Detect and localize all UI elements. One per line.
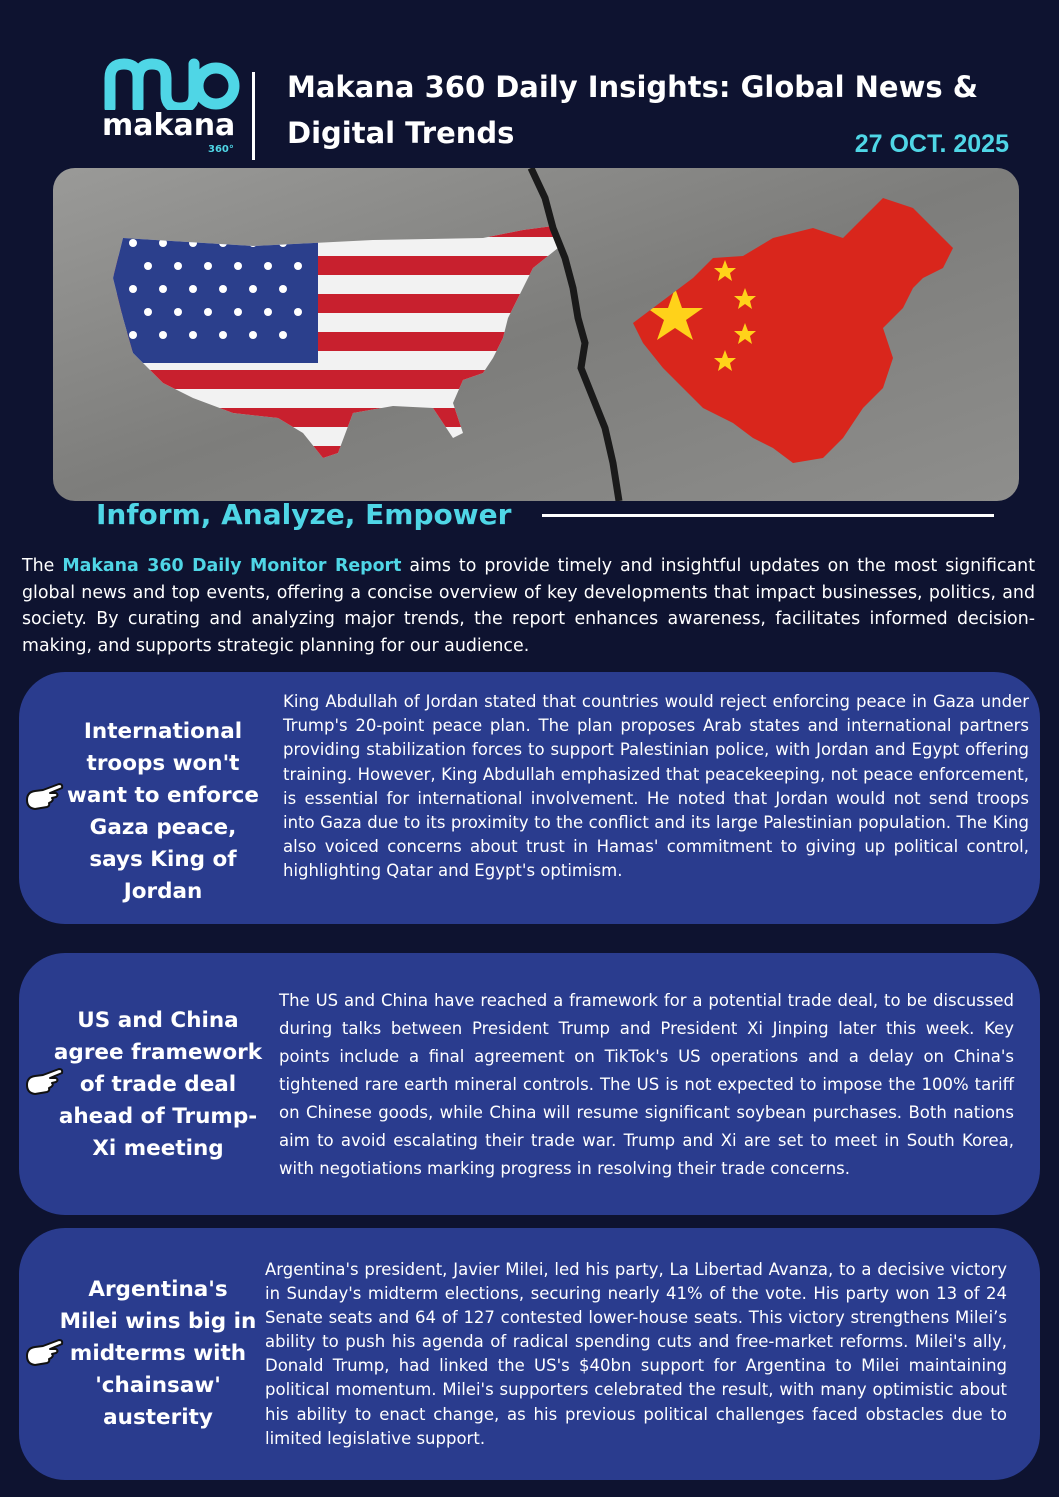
hero-illustration <box>53 168 1019 501</box>
page-title: Makana 360 Daily Insights: Global News & Digital Trends <box>287 70 979 150</box>
card-headline: International troops won't want to enforce Gaza peace, says King of Jordan <box>67 719 259 904</box>
hero-image-us-china <box>53 168 1019 501</box>
intro-paragraph <box>22 553 1035 659</box>
makana-logo <box>100 58 245 162</box>
header-divider <box>252 72 255 160</box>
news-card-jordan <box>19 672 1040 924</box>
pointing-hand-icon <box>23 780 65 814</box>
intro-rest: aims to provide timely and insightful updates on the most significant global news and top events, offering a concise overview of key developments that impact businesses, politics, and society. By curating and analyzing major trends, the report enhances awareness, facilitates informed decision-making, and supports strategic planning for our audience. <box>22 556 1036 656</box>
logo-360: 360° <box>208 144 234 155</box>
tagline-divider <box>542 514 994 517</box>
card-headline: US and China agree framework of trade deal ahead of Trump-Xi meeting <box>53 1008 263 1161</box>
report-date: 27 OCT. 2025 <box>854 130 1009 158</box>
news-card-us-china <box>19 953 1040 1215</box>
card-body: King Abdullah of Jordan stated that countries would reject enforcing peace in Gaza under Trump's 20-point peace plan. The plan proposes Arab states and international partners providing stabilization forces to support Palestinian police, with Jordan and Egypt offering training. However, King Abdullah emphasized that peacekeeping, not peace enforcement, is essential for international involvement. He noted that Jordan would not send troops into Gaza due to its proximity to the conflict and its large Palestinian population. The King also voiced concerns about trust in Hamas' commitment to giving up political control, highlighting Qatar and Egypt's optimism. <box>283 692 1029 881</box>
card-body: The US and China have reached a framework for a potential trade deal, to be discussed during talks between President Trump and President Xi Jinping later this week. Key points include a final agreement on TikTok's US operations and a delay on China's tightened rare earth mineral controls. The US is not expected to impose the 100% tariff on Chinese goods, while China will resume significant soybean purchases. Both nations aim to avoid escalating their trade war. Trump and Xi are set to meet in South Korea, with negotiations marking progress in resolving their trade concerns. <box>279 991 1014 1178</box>
intro-highlight: Makana 360 Daily Monitor Report <box>62 556 402 576</box>
makana-logo-mark <box>104 58 240 110</box>
card-body: Argentina's president, Javier Milei, led his party, La Libertad Avanza, to a decisive victory in Sunday's midterm elections, securing nearly 41% of the vote. His party won 13 of 24 Senate seats and 64 of 127 contested lower-house seats. This victory strengthens Milei’s ability to push his agenda of radical spending cuts and free-market reforms. Milei's ally, Donald Trump, had linked the US's $40bn support for Argentina to Milei maintaining political momentum. Milei's supporters celebrated the result, with many optimistic about his ability to enact change, as his previous political challenges faced obstacles due to limited legislative support. <box>265 1260 1007 1448</box>
card-headline: Argentina's Milei wins big in midterms with 'chainsaw' austerity <box>59 1277 257 1430</box>
intro-lead: The <box>22 556 63 576</box>
tagline: Inform, Analyze, Empower <box>96 498 512 531</box>
news-card-argentina <box>19 1228 1040 1480</box>
logo-wordmark: makana <box>102 108 236 143</box>
